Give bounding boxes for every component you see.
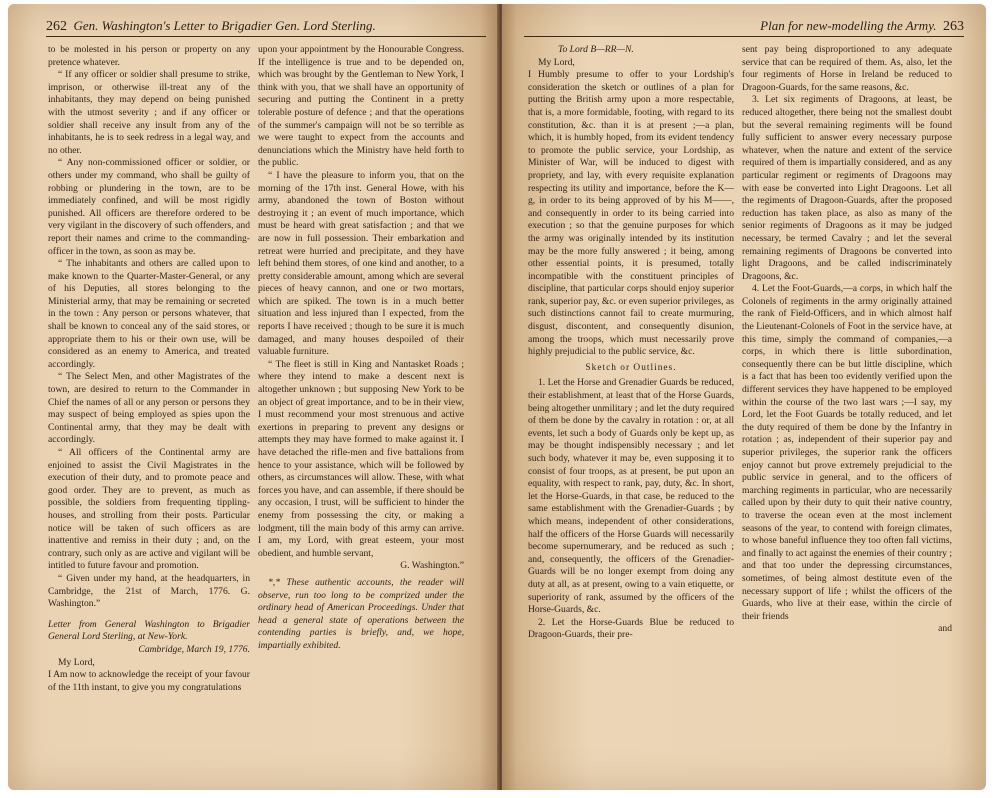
paragraph: “ I have the pleasure to inform you, that on the morning of the 17th inst. General Howe, with his army, abandoned the town of Boston without destroying it ; an event of much importance, which must be heard with great satisfaction ; and that we are now in full possession. Their embarkation and retreat were hurried and precipitate, and they have left behind them stores, of one kind and another, to a pretty considerable amount, among which are several pieces of heavy cannon, and one or two mortars, which are spiked. The town is in a much better situation and less injured than I expected, from the reports I have received ; though to be sure it is much damaged, and many houses despoiled of their valuable furniture. xyxy=(258,169,464,358)
right-page-number: 263 xyxy=(943,19,964,34)
salutation: My Lord, xyxy=(58,656,95,668)
salutation: My Lord, xyxy=(538,56,575,68)
left-page-number: 262 xyxy=(46,19,67,34)
catchword: and xyxy=(938,623,952,635)
left-header-rule xyxy=(46,36,486,37)
right-running-head xyxy=(760,18,964,35)
paragraph: “ Any non-commissioned officer or soldier, or others under my command, who shall be guilty of robbing or plundering in the town, are to be immediately confined, and will be most rigidly punished. All officers are therefore ordered to be very vigilant in the discovery of such offenders, and report their names and crime to the commanding-officer in the town, as soon as may be. xyxy=(48,157,250,257)
paragraph: “ Given under my hand, at the headquarters, in Cambridge, the 21st of March, 1776. G. Washington.” xyxy=(48,572,250,610)
paragraph: sent pay being disproportioned to any adequate service that can be required of them. As, also, let the four regiments of Horse in Ireland be reduced to Dragoon-Guards, for the same reasons, &c. xyxy=(742,44,952,93)
right-page xyxy=(502,4,986,790)
right-column-1 xyxy=(528,44,734,642)
paragraph: 1. Let the Horse and Grenadier Guards be reduced, their establishment, at least that of the Horse Guards, being altogether unmilitary ; and let the duty required of them be done by the cavalry in rotation : or, at all events, let such a body of Guards only be kept up, as may be thought indispensibly necessary ; and let such body, whatever it may be, even supposing it to consist of four troops, as at present, be put upon an equality, with respect to rank, pay, duty, &c. In short, let the Horse-Guards, in that case, be reduced to the same establishment with the Grenadier-Guards ; by which means, independent of other considerations, half the officers of the Horse Guards will necessarily become supernumerary, and be reduced as such ; and, consequently, the officers of the Grenadier-Guards will be no longer exempt from doing any duty at all, as at present, owing to a vain etiquette, or superiority of rank, assumed by the officers of the Horse-Guards, &c. xyxy=(528,377,734,616)
editor-note: *,* These authentic accounts, the reader will observe, run too long to be comprized under the ordinary head of American Proceedings. Under that head a general state of operations between the contending parties is briefly, and, we hope, impartially exhibited. xyxy=(258,576,464,651)
dateline: Cambridge, March 19, 1776. xyxy=(138,643,250,655)
paragraph: 4. Let the Foot-Guards,—a corps, in which half the Colonels of regiments in the army originally attained the rank of Field-Officers, and in which almost half the Lieutenant-Colonels of Foot in the service have, at this time, simply the command of companies,—a corps, in which there is little subordination, consequently there can be but little discipline, which is a fact that has been too evidently verified upon the different services they have happened to be employed within the course of the two last wars ;—I say, my Lord, let the Foot Guards be totally reduced, and let the duty required of them be done by the Infantry in rotation ; as, independent of their superior pay and superior privileges, the superior rank the officers enjoy cannot but prove extremely prejudicial to the public service in general, and to the officers of marching regiments in particular, who are necessarily called upon by their duty to quit their native country, to traverse the ocean even at the most inclement seasons of the year, to contend with foreign climates, to whose baneful influence they too often fall victims, and finally to act against the enemies of their country ; and that too under the depressing circumstances, sometimes, of being almost destitute even of the necessary support of life ; whilst the officers of the Guards, who live at their ease, within the circle of their friends xyxy=(742,283,952,622)
paragraph: 3. Let six regiments of Dragoons, at least, be reduced altogether, there being not the smallest doubt but the several remaining regiments will be found fully sufficient to answer every necessary purpose whatever, when the nature and extent of the service required of them is impartially considered, and as any particular regiment or regiments of Dragoons may with ease be converted into Light Dragoons. Let all the regiments of Dragoon-Guards, after the proposed reduction has taken place, as also as many of the senior regiments of Dragoons as it may be judged necessary, be termed Cavalry ; and let the several remaining regiments of Dragoons be converted into light Dragoons, and be called indiscriminately Dragoons, &c. xyxy=(742,94,952,282)
left-column-1 xyxy=(48,44,250,694)
right-running-title: Plan for new-modelling the Army. xyxy=(760,18,937,33)
left-column-2 xyxy=(258,44,464,653)
right-column-2 xyxy=(742,44,952,636)
left-running-head xyxy=(46,18,376,35)
paragraph: “ The Select Men, and other Magistrates of the town, are desired to return to the Commander in Chief the names of all or any person or persons they may suspect of being employed as spies upon the Continental army, that they may be dealt with accordingly. xyxy=(48,371,250,446)
paragraph: to be molested in his person or property on any pretence whatever. xyxy=(48,44,250,68)
section-heading: Sketch or Outlines. xyxy=(585,362,677,373)
paragraph: “ The inhabitants and others are called upon to make known to the Quarter-Master-General, or any of his Deputies, all stores belonging to the Ministerial army, that may be remaining or secreted in the town : Any person or persons whatever, that shall be known to conceal any of the said stores, or appropriate them to his or their own use, will be considered as an enemy to America, and treated accordingly. xyxy=(48,258,250,370)
paragraph: “ If any officer or soldier shall presume to strike, imprison, or otherwise ill-treat any of the inhabitants, they may depend on being punished with the utmost severity ; and if any officer or soldier shall receive any insult from any of the inhabitants, he is to seek redress in a legal way, and no other. xyxy=(48,69,250,156)
paragraph: “ The fleet is still in King and Nantasket Roads ; where they intend to make a descent next is altogether unknown ; but supposing New York to be an object of great importance, and to be in their view, I must recommend your most strenuous and active exertions in preparing to prevent any designs or attempts they may have formed to make against it. I have detached the rifle-men and five battalions from hence to your assistance, which will be followed by others, as circumstances will allow. These, with what forces you have, and can assemble, if there should be any occasion, I trust, will be sufficient to hinder the enemy from possessing the city, or making a lodgment, till the main body of this army can arrive. I am, my Lord, with great esteem, your most obedient, and humble servant, xyxy=(258,358,464,559)
open-book xyxy=(8,4,990,794)
paragraph: upon your appointment by the Honourable Congress. If the intelligence is true and to be depended on, which was brought by the Gentleman to New York, I think with you, that we shall have an opportunity of securing and putting the Continent in a pretty tolerable posture of defence ; and that the operations of the summer's campaign will not be so terrible as we were taught to expect from the accounts and denunciations which the Ministry have held forth to the public. xyxy=(258,44,464,169)
paragraph: I Am now to acknowledge the receipt of your favour of the 11th instant, to give you my congratulations xyxy=(48,669,250,693)
right-header-rule xyxy=(524,36,964,37)
left-page xyxy=(8,4,499,790)
letter-title: Letter from General Washington to Brigadier General Lord Sterling, at New-York. xyxy=(48,618,250,643)
paragraph: I Humbly presume to offer to your Lordship's consideration the sketch or outlines of a plan for putting the British army upon a more respectable, that is, a more formidable, footing, with regard to its constitution, &c. than it is at present ;—a plan, which, it is humbly hoped, from its evident tendency to promote the public service, your Lordship, as Minister of War, will be induced to digest with propriety, and lay, with every requisite explanation respecting its utility and importance, before the K—g, in order to its being approved of by his M——, and consequently in order to its being carried into execution ; so that the genuine purposes for which the army was originally intended by its institution may be the more fully answered ; it being, among other essential points, it is presumed, totally incompatible with the constituent principles of discipline, that particular corps should enjoy superior rank, superior pay, &c. or even superior privileges, as such distinctions cannot fail to create murmuring, disgust, discontent, and consequently disunion, among the troops, which must necessarily prove highly prejudicial to the public service, &c. xyxy=(528,69,734,358)
paragraph: “ All officers of the Continental army are enjoined to assist the Civil Magistrates in the execution of their duty, and to promote peace and good order. They are to prevent, as much as possible, the soldiers from frequenting tippling-houses, and strolling from their posts. Particular notice will be taken of such officers as are inattentive and remiss in their duty ; and, on the contrary, such only as are active and vigilant will be intitled to future favour and promotion. xyxy=(48,447,250,572)
address: To Lord B—RR—N. xyxy=(558,44,634,55)
left-running-title: Gen. Washington's Letter to Brigadier Gen. Lord Sterling. xyxy=(73,18,376,33)
signature: G. Washington.” xyxy=(400,560,464,572)
paragraph: 2. Let the Horse-Guards Blue be reduced to Dragoon-Guards, their pre- xyxy=(528,616,734,641)
